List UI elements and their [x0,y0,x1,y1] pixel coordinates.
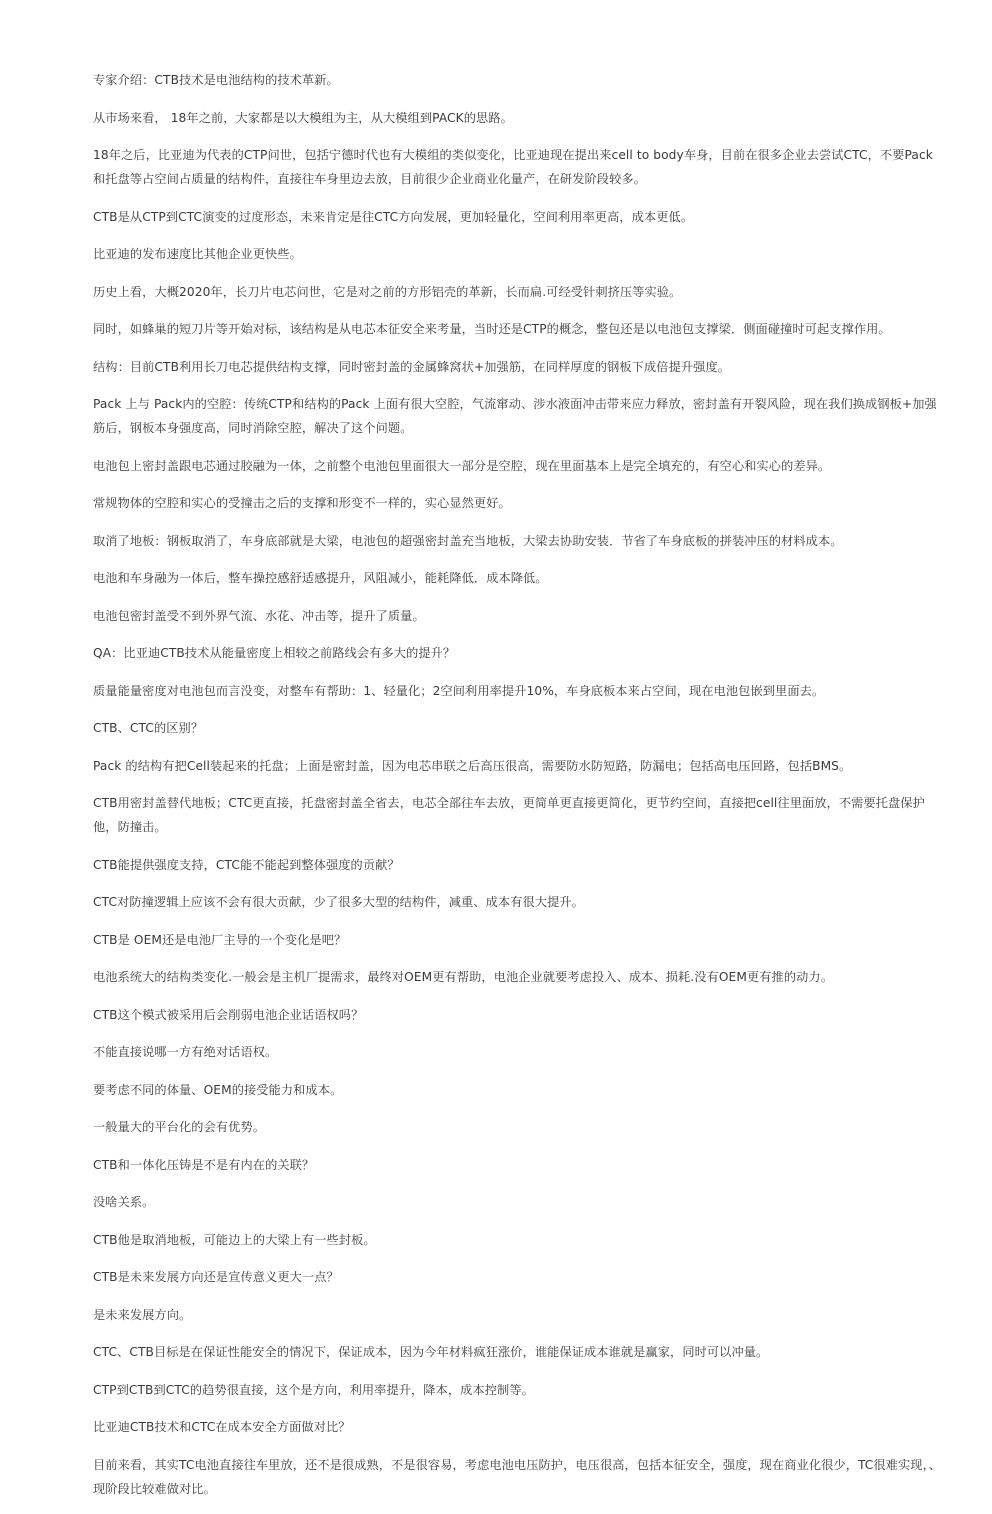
paragraph: 电池包上密封盖跟电芯通过胶融为一体，之前整个电池包里面很大一部分是空腔，现在里面基本上是完全填充的，有空心和实心的差异。 [93,458,831,473]
paragraph: 18年之后，比亚迪为代表的CTP问世，包括宁德时代也有大模组的类似变化，比亚迪现在提出来cell to body车身，目前在很多企业去尝试CTC，不要Pack和托盘等占空间占质量的结构件，直接往车身里边去放，目前很少企业商业化量产，在研发阶段较多。 [93,148,933,186]
paragraph: 是未来发展方向。 [93,1307,192,1322]
paragraph: 常规物体的空腔和实心的受撞击之后的支撑和形变不一样的，实心显然更好。 [93,496,511,510]
paragraph: Pack 的结构有把Cell装起来的托盘；上面是密封盖，因为电芯串联之后高压很高，需要防水防短路，防漏电；包括高电压回路，包括BMS。 [93,758,852,773]
paragraph: CTP到CTB到CTC的趋势很直接，这个是方向，利用率提升，降本，成本控制等。 [93,1382,534,1397]
paragraph: 专家介绍：CTB技术是电池结构的技术革新。 [93,73,339,87]
question-paragraph: CTB这个模式被采用后会削弱电池企业话语权吗？ [93,1007,364,1022]
paragraph: 不能直接说哪一方有绝对话语权。 [93,1045,278,1059]
paragraph: 电池和车身融为一体后，整车操控感舒适感提升，风阻减小，能耗降低．成本降低。 [93,571,548,585]
paragraph: 一般量大的平台化的会有优势。 [93,1120,266,1134]
paragraph: 没啥关系。 [93,1195,155,1209]
paragraph: 质量能量密度对电池包而言没变，对整车有帮助：1、轻量化；2空间利用率提升10%，车身底板本来占空间，现在电池包嵌到里面去。 [93,683,825,698]
paragraph: 取消了地板：钢板取消了，车身底部就是大梁，电池包的超强密封盖充当地板，大梁去协助安装．节省了车身底板的拼装冲压的材料成本。 [93,533,843,548]
paragraph: 结构：目前CTB利用长刀电芯提供结构支撑，同时密封盖的金属蜂窝状+加强筋，在同样厚度的钢板下成倍提升强度。 [93,359,731,374]
question-paragraph: QA：比亚迪CTB技术从能量密度上相较之前路线会有多大的提升？ [93,646,456,660]
paragraph: CTB他是取消地板，可能边上的大梁上有一些封板。 [93,1232,376,1247]
paragraph: 同时，如蜂巢的短刀片等开始对标，该结构是从电芯本征安全来考量，当时还是CTP的概念，整包还是以电池包支撑梁．侧面碰撞时可起支撑作用。 [93,322,891,336]
paragraph: 电池系统大的结构类变化.一般会是主机厂提需求，最终对OEM更有帮助，电池企业就要考虑投入、成本、损耗.没有OEM更有推的动力。 [93,970,833,984]
question-paragraph: CTB、CTC的区别？ [93,721,204,735]
paragraph: 目前来看，其实TC电池直接往车里放，还不是很成熟，不是很容易，考虑电池电压防护，电压很高，包括本征安全，强度，现在商业化很少，TC很难实现，、现阶段比较难做对比。 [93,1457,942,1496]
question-paragraph: 比亚迪CTB技术和CTC在成本安全方面做对比？ [93,1420,351,1434]
document-body [93,68,943,1514]
question-paragraph: CTB能提供强度支持，CTC能不能起到整体强度的贡献？ [93,857,400,872]
paragraph: 从市场来看， 18年之前，大家都是以大模组为主，从大模组到PACK的思路。 [93,110,513,125]
question-paragraph: CTB是 OEM还是电池厂主导的一个变化是吧？ [93,932,347,947]
paragraph: CTB是从CTP到CTC演变的过度形态，未来肯定是往CTC方向发展，更加轻量化，空间利用率更高，成本更低。 [93,209,694,224]
paragraph: CTC、CTB目标是在保证性能安全的情况下，保证成本，因为今年材料疯狂涨价，谁能保证成本谁就是赢家，同时可以冲量。 [93,1345,769,1359]
paragraph: 历史上看，大概2020年，长刀片电芯问世，它是对之前的方形铝壳的革新，长而扁.可经受针刺挤压等实验。 [93,284,682,299]
paragraph: 比亚迪的发布速度比其他企业更快些。 [93,247,302,261]
paragraph: CTB用密封盖替代地板；CTC更直接，托盘密封盖全省去，电芯全部往车去放，更简单更直接更简化，更节约空间，直接把cell往里面放，不需要托盘保护他，防撞击。 [93,796,925,834]
question-paragraph: CTB是未来发展方向还是宣传意义更大一点？ [93,1270,339,1284]
paragraph: Pack 上与 Pack内的空腔：传统CTP和结构的Pack 上面有很大空腔，气流窜动、涉水液面冲击带来应力释放，密封盖有开裂风险，现在我们换成钢板+加强筋后，钢板本身强度高，同时消除空腔，解决了这个问题。 [93,397,937,435]
question-paragraph: CTB和一体化压铸是不是有内在的关联？ [93,1157,315,1172]
paragraph: 电池包密封盖受不到外界气流、水花、冲击等，提升了质量。 [93,608,425,623]
paragraph: 要考虑不同的体量、OEM的接受能力和成本。 [93,1082,343,1097]
paragraph: CTC对防撞逻辑上应该不会有很大贡献，少了很多大型的结构件，减重、成本有很大提升。 [93,895,584,909]
